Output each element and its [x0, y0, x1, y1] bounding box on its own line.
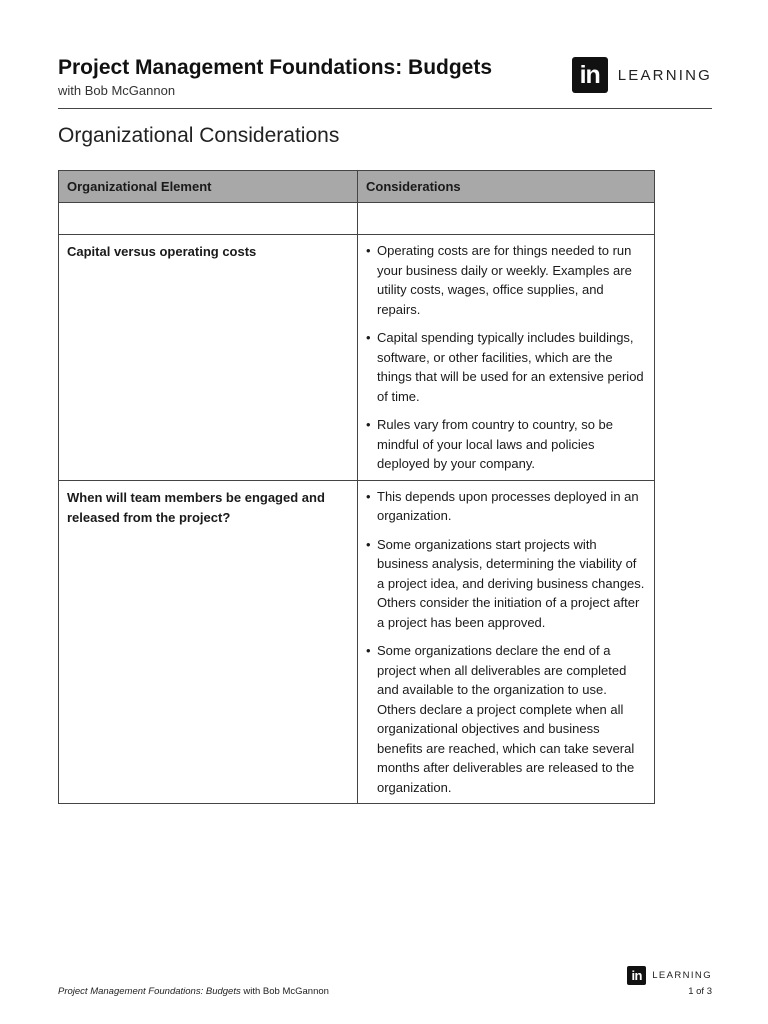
list-item: • Rules vary from country to country, so be mindful of your local laws and policies deployed by your company. [366, 415, 646, 474]
page-number: 1 of 3 [688, 986, 712, 997]
considerations-table [58, 170, 655, 804]
table-cell-empty [59, 203, 358, 235]
list-item: • Capital spending typically includes buildings, software, or other facilities, which are the things that will be used for an extensive period of time. [366, 328, 646, 406]
table-row [59, 480, 655, 804]
considerations-cell [358, 235, 655, 481]
document-header [58, 54, 712, 109]
footer-logo-text: LEARNING [652, 970, 712, 981]
table-row [59, 235, 655, 481]
list-item: • Some organizations start projects with business analysis, determining the viability of a project idea, and deriving business changes. Others consider the initiation of a project after a project has been approved. [366, 535, 646, 633]
considerations-list [366, 487, 646, 798]
considerations-cell [358, 480, 655, 804]
element-cell: Capital versus operating costs [59, 235, 358, 481]
logo-text: LEARNING [617, 66, 712, 84]
table-row-empty [59, 203, 655, 235]
element-cell: When will team members be engaged and released from the project? [59, 480, 358, 804]
footer-author: with Bob McGannon [240, 986, 329, 997]
table-cell-empty [358, 203, 655, 235]
list-item: • Operating costs are for things needed to run your business daily or weekly. Examples are utility costs, wages, office supplies, and repairs. [366, 241, 646, 319]
footer-course-credit [58, 986, 329, 997]
table-header-row [59, 171, 655, 203]
document-title: Project Management Foundations: Budgets [58, 56, 493, 79]
section-title: Organizational Considerations [58, 124, 340, 147]
linkedin-icon: in [572, 57, 608, 93]
list-item: • Some organizations declare the end of a project when all deliverables are completed and available to the organization to use. Others declare a project complete when all organizational objectives and business benefits are reached, which can take several months after deliverables are released to the organization. [366, 641, 646, 797]
list-item: • This depends upon processes deployed in an organization. [366, 487, 646, 526]
linkedin-learning-logo [572, 57, 712, 93]
footer-linkedin-learning-logo [627, 966, 712, 985]
linkedin-icon: in [627, 966, 646, 985]
considerations-list [366, 241, 646, 474]
document-subtitle: with Bob McGannon [58, 83, 176, 98]
column-header-element: Organizational Element [59, 171, 358, 203]
column-header-considerations: Considerations [358, 171, 655, 203]
footer-course-title: Project Management Foundations: Budgets [58, 986, 241, 997]
